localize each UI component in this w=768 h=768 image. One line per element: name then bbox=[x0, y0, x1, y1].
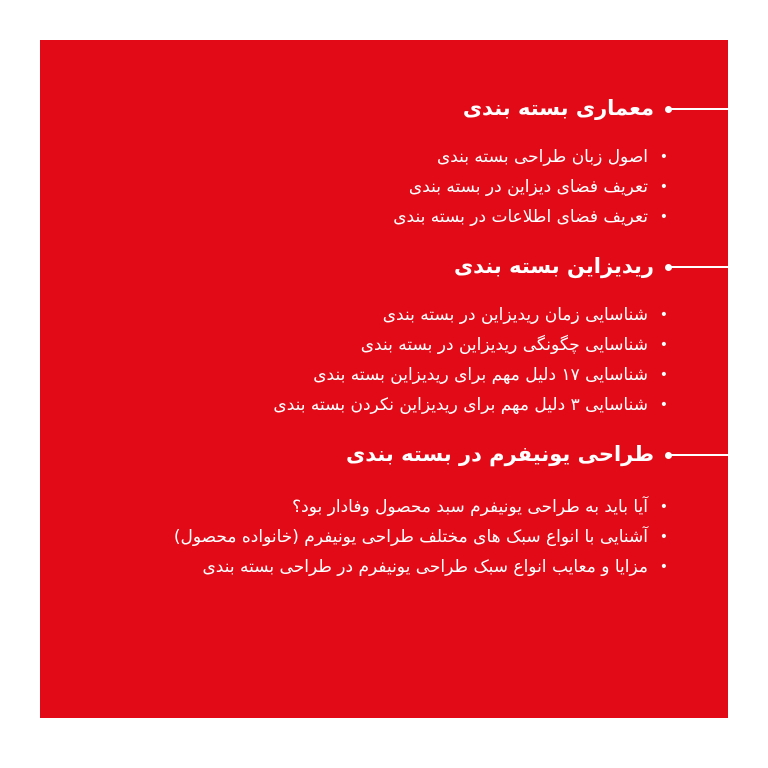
section-heading-row bbox=[108, 246, 668, 286]
list-item: • اصول زبان طراحی بسته بندی bbox=[108, 142, 668, 172]
heading-line bbox=[670, 108, 728, 110]
red-panel bbox=[40, 40, 728, 718]
content-column bbox=[108, 88, 668, 582]
bullet-dot-icon bbox=[665, 452, 672, 459]
list-item: • آیا باید به طراحی یونیفرم سبد محصول وفادار بود؟ bbox=[108, 492, 668, 522]
bullet-dot-icon bbox=[665, 264, 672, 271]
list-item: • شناسایی چگونگی ریدیزاین در بسته بندی bbox=[108, 330, 668, 360]
section-heading-row bbox=[108, 434, 668, 474]
section-title: معماری بسته بندی bbox=[462, 96, 654, 120]
list-item: • آشنایی با انواع سبک های مختلف طراحی یونیفرم (خانواده محصول) bbox=[108, 522, 668, 552]
list-item: • شناسایی ۱۷ دلیل مهم برای ریدیزاین بسته بندی bbox=[108, 360, 668, 390]
bullet-dot-icon bbox=[665, 106, 672, 113]
section-uniform-design bbox=[108, 434, 668, 582]
section-packaging-architecture bbox=[108, 88, 668, 232]
section-title: ریدیزاین بسته بندی bbox=[453, 254, 654, 278]
section-packaging-redesign bbox=[108, 246, 668, 420]
list-item: • شناسایی زمان ریدیزاین در بسته بندی bbox=[108, 300, 668, 330]
item-list bbox=[108, 300, 668, 420]
heading-line bbox=[670, 266, 728, 268]
section-title: طراحی یونیفرم در بسته بندی bbox=[345, 442, 654, 466]
list-item: • شناسایی ۳ دلیل مهم برای ریدیزاین نکردن بسته بندی bbox=[108, 390, 668, 420]
list-item: • تعریف فضای اطلاعات در بسته بندی bbox=[108, 202, 668, 232]
item-list bbox=[108, 142, 668, 232]
list-item: • تعریف فضای دیزاین در بسته بندی bbox=[108, 172, 668, 202]
heading-line bbox=[670, 454, 728, 456]
item-list bbox=[108, 492, 668, 582]
section-heading-row bbox=[108, 88, 668, 128]
list-item: • مزایا و معایب انواع سبک طراحی یونیفرم در طراحی بسته بندی bbox=[108, 552, 668, 582]
